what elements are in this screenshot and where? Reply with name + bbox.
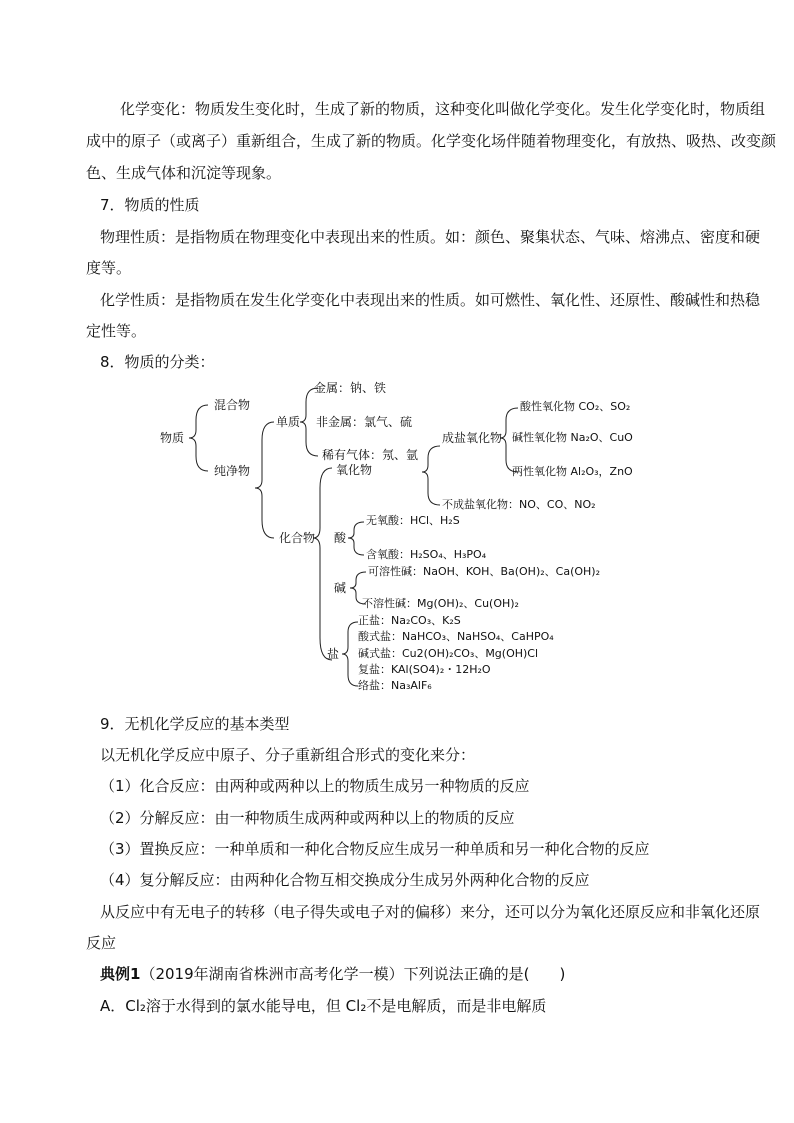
tree-base: 碱 — [334, 581, 347, 595]
tree-nonmetal: 非金属：氯气、硫 — [316, 415, 413, 429]
tree-complex-salt: 络盐：Na₃AlF₆ — [358, 679, 432, 692]
tree-acid: 酸 — [334, 531, 347, 545]
example-option-a: A．Cl₂溶于水得到的氯水能导电，但 Cl₂不是电解质，而是非电解质 — [100, 997, 547, 1015]
tree-compound: 化合物 — [279, 531, 316, 545]
tree-acid-salt: 酸式盐：NaHCO₃、NaHSO₄、CaHPO₄ — [358, 630, 554, 643]
tree-root-substance: 物质 — [160, 431, 185, 445]
example-source: （2019年湖南省株洲市高考化学一模）下列说法正确的是( ) — [140, 965, 566, 983]
tree-acidic-oxide: 酸性氧化物 CO₂、SO₂ — [520, 400, 631, 413]
tree-double-salt: 复盐：KAl(SO4)₂・12H₂O — [358, 663, 491, 676]
tree-metal: 金属：钠、铁 — [314, 381, 387, 395]
tree-element: 单质 — [276, 415, 301, 429]
tree-basic-oxide: 碱性氧化物 Na₂O、CuO — [512, 431, 633, 444]
tree-mixture: 混合物 — [214, 398, 251, 412]
physical-property-line-2: 度等。 — [86, 259, 132, 277]
section-7-heading: 7．物质的性质 — [100, 196, 200, 214]
reaction-type-1: （1）化合反应：由两种或两种以上的物质生成另一种物质的反应 — [100, 777, 530, 795]
tree-oxide: 氧化物 — [336, 463, 373, 477]
tree-soluble-base: 可溶性碱：NaOH、KOH、Ba(OH)₂、Ca(OH)₂ — [368, 565, 600, 578]
tree-noble-gas: 稀有气体：氖、氩 — [322, 448, 419, 462]
chem-change-line-2: 成中的原子（或离子）重新组合，生成了新的物质。化学变化场伴随着物理变化，有放热、吸热、改变颜 — [86, 132, 777, 150]
redox-line-1: 从反应中有无电子的转移（电子得失或电子对的偏移）来分，还可以分为氧化还原反应和非氧化还原 — [100, 903, 761, 921]
tree-insoluble-base: 不溶性碱：Mg(OH)₂、Cu(OH)₂ — [362, 597, 519, 610]
chem-change-line-3: 色、生成气体和沉淀等现象。 — [86, 164, 282, 182]
section-8-heading: 8．物质的分类： — [100, 353, 215, 371]
tree-salt-forming-oxide: 成盐氧化物 — [442, 431, 503, 445]
chem-change-line-1: 化学变化：物质发生变化时，生成了新的物质，这种变化叫做化学变化。发生化学变化时，物质组 — [120, 100, 766, 118]
reaction-type-3: （3）置换反应：一种单质和一种化合物反应生成另一种单质和另一种化合物的反应 — [100, 840, 650, 858]
tree-amphoteric-oxide: 两性氧化物 Al₂O₃，ZnO — [512, 465, 633, 478]
tree-normal-salt: 正盐：Na₂CO₃、K₂S — [358, 614, 461, 627]
physical-property-line-1: 物理性质：是指物质在物理变化中表现出来的性质。如：颜色、聚集状态、气味、熔沸点、密度和硬 — [100, 228, 761, 246]
tree-basic-salt: 碱式盐：Cu2(OH)₂CO₃、Mg(OH)Cl — [358, 647, 539, 660]
tree-oxygen-free-acid: 无氧酸：HCl、H₂S — [366, 514, 460, 527]
example-label: 典例1 — [100, 965, 141, 983]
chemical-property-line-2: 定性等。 — [86, 322, 147, 340]
chemical-property-line-1: 化学性质：是指物质在发生化学变化中表现出来的性质。如可燃性、氧化性、还原性、酸碱性和热稳 — [100, 291, 761, 309]
tree-non-salt-forming-oxide: 不成盐氧化物：NO、CO、NO₂ — [442, 498, 596, 511]
reaction-type-2: （2）分解反应：由一种物质生成两种或两种以上的物质的反应 — [100, 809, 515, 827]
tree-oxyacid: 含氧酸：H₂SO₄、H₃PO₄ — [366, 548, 487, 561]
tree-salt: 盐 — [327, 647, 340, 661]
tree-pure-substance: 纯净物 — [214, 464, 251, 478]
section-9-heading: 9．无机化学反应的基本类型 — [100, 715, 290, 733]
reaction-type-4: （4）复分解反应：由两种化合物互相交换成分生成另外两种化合物的反应 — [100, 871, 590, 889]
redox-line-2: 反应 — [86, 934, 117, 952]
section-9-intro: 以无机化学反应中原子、分子重新组合形式的变化来分： — [100, 746, 476, 764]
example-question — [100, 964, 565, 984]
